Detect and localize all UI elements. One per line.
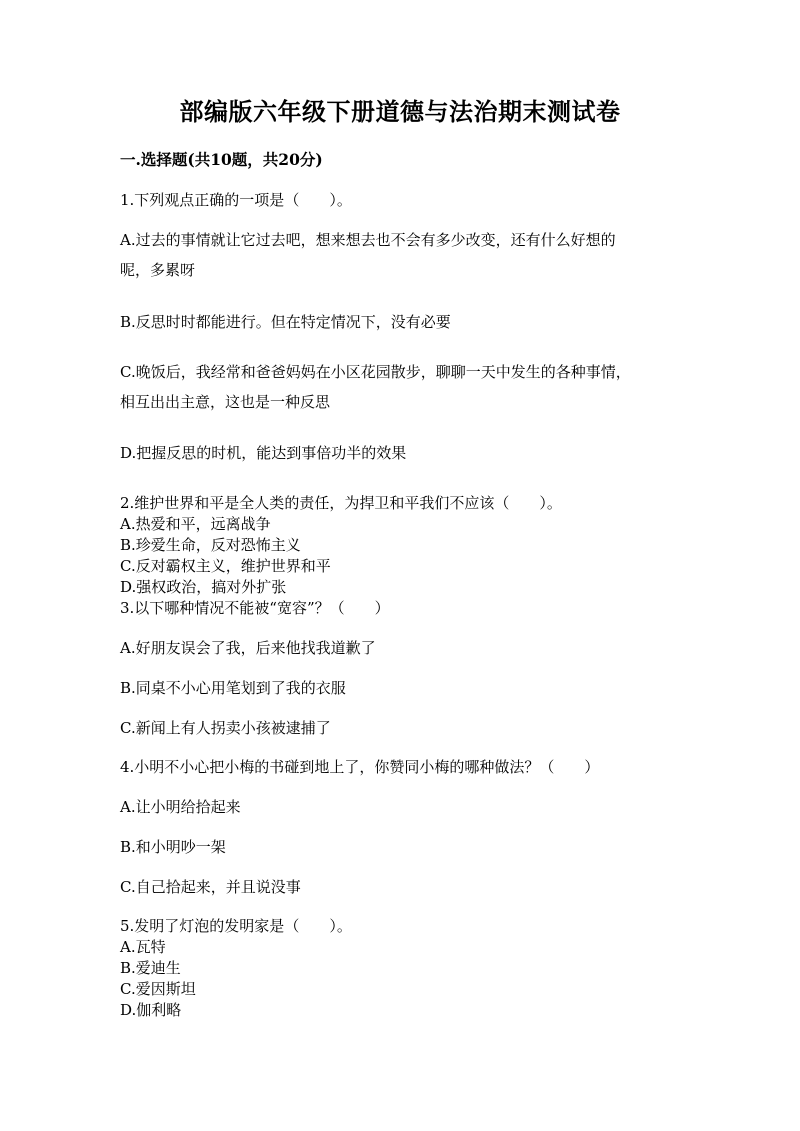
question-2-option-a: A.热爱和平，远离战争 xyxy=(120,515,271,533)
question-5-option-a: A.瓦特 xyxy=(120,938,166,956)
question-1-option-c-cont: 相互出出主意，这也是一种反思 xyxy=(120,393,331,411)
question-4-option-a: A.让小明给拾起来 xyxy=(120,798,241,816)
question-1-option-d: D.把握反思的时机，能达到事倍功半的效果 xyxy=(120,444,407,462)
page-title: 部编版六年级下册道德与法治期末测试卷 xyxy=(179,97,621,126)
question-2-option-c: C.反对霸权主义，维护世界和平 xyxy=(120,557,331,575)
question-4-option-c: C.自己拾起来，并且说没事 xyxy=(120,878,301,896)
question-5-option-d: D.伽利略 xyxy=(120,1001,182,1019)
question-2-stem: 2.维护世界和平是全人类的责任，为捍卫和平我们不应该（ ）。 xyxy=(120,494,562,512)
question-3-option-c: C.新闻上有人拐卖小孩被逮捕了 xyxy=(120,719,331,737)
question-1-stem: 1.下列观点正确的一项是（ ）。 xyxy=(120,191,352,209)
question-1-option-a-cont: 呢，多累呀 xyxy=(120,261,196,279)
question-3-option-a: A.好朋友误会了我，后来他找我道歉了 xyxy=(120,639,376,657)
question-3-option-b: B.同桌不小心用笔划到了我的衣服 xyxy=(120,679,346,697)
question-5-stem: 5.发明了灯泡的发明家是（ ）。 xyxy=(120,917,352,935)
question-4-option-b: B.和小明吵一架 xyxy=(120,838,226,856)
question-5-option-b: B.爱迪生 xyxy=(120,959,181,977)
question-1-option-a: A.过去的事情就让它过去吧，想来想去也不会有多少改变，还有什么好想的 xyxy=(120,231,616,249)
question-1-option-b: B.反思时时都能进行。但在特定情况下，没有必要 xyxy=(120,313,451,331)
question-5-option-c: C.爱因斯坦 xyxy=(120,980,196,998)
section-heading: 一.选择题(共10题，共20分) xyxy=(120,150,323,169)
question-3-stem: 3.以下哪种情况不能被“宽容”？（ ） xyxy=(120,599,390,617)
question-2-option-d: D.强权政治，搞对外扩张 xyxy=(120,578,287,596)
question-2-option-b: B.珍爱生命，反对恐怖主义 xyxy=(120,536,301,554)
question-1-option-c: C.晚饭后，我经常和爸爸妈妈在小区花园散步，聊聊一天中发生的各种事情， xyxy=(120,363,631,381)
question-4-stem: 4.小明不小心把小梅的书碰到地上了，你赞同小梅的哪种做法？（ ） xyxy=(120,758,600,776)
